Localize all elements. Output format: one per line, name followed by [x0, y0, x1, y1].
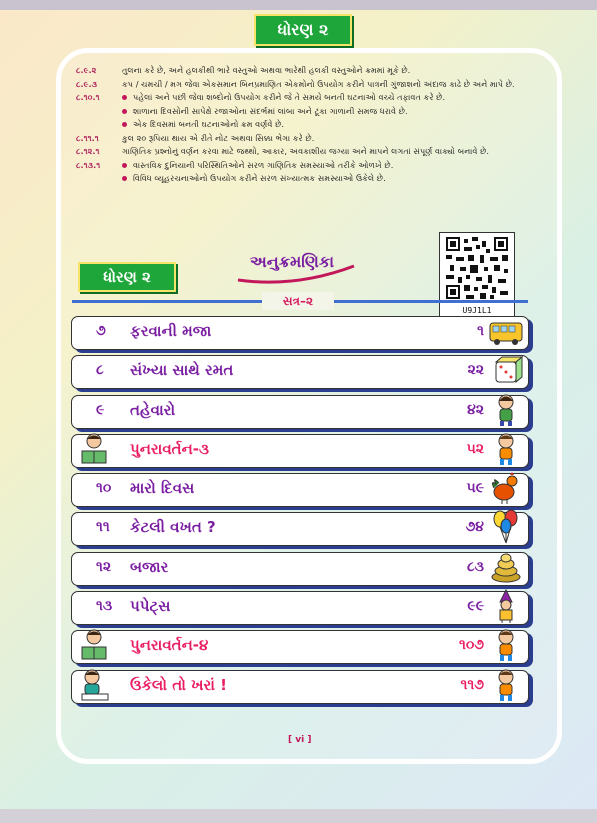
outcome-code: ૮.૧૦.૧	[76, 92, 100, 102]
chapter-page: ૧	[477, 323, 484, 339]
bullet-icon	[122, 163, 127, 168]
outcome-text: એક દિવસમાં બનતી ઘટનાઓનો ક્રમ વર્ણવે છે.	[133, 119, 285, 129]
chapter-number: ૧૦	[96, 480, 112, 497]
chapter-number: ૭	[96, 323, 106, 339]
outcome-row	[76, 172, 542, 186]
bullet-icon	[122, 122, 127, 127]
boy-icon	[488, 667, 524, 703]
chapter-title: પપેટ્સ	[130, 597, 171, 616]
chapter-row[interactable]	[71, 473, 529, 507]
chapter-row[interactable]	[71, 512, 529, 546]
index-title: અનુક્રમણિકા	[249, 252, 335, 271]
outcome-code: ૮.૧૩.૧	[76, 159, 101, 170]
chapter-title: મારો દિવસ	[130, 479, 195, 498]
chapter-page: ૨૨	[467, 362, 484, 379]
puppet-icon	[488, 588, 524, 624]
outcome-code: ૮.૧૧.૧	[76, 132, 99, 143]
standard-heading-top: ધોરણ ૨	[254, 14, 352, 46]
boy-icon	[488, 627, 524, 663]
chapter-row[interactable]	[71, 670, 529, 704]
chapter-title: ઉકેલો તો ખરાં !	[130, 675, 227, 694]
learning-outcomes	[76, 64, 542, 186]
chapter-number: ૧૨	[96, 558, 112, 575]
outcome-text: કપ / ચમચી / મગ જેવા એકસમાન બિનપ્રમાણિત એકમોનો ઉપયોગ કરીને પાત્રની ગુંજાશનો અંદાજ કાઢે છે અને માપે છે.	[122, 78, 515, 89]
boy-icon	[488, 431, 524, 467]
rooster-icon	[488, 470, 524, 506]
outcome-row	[76, 159, 542, 173]
chapter-page: ૯૯	[467, 598, 484, 615]
chapter-title: પુનરાવર્તન-૪	[130, 636, 209, 655]
chapter-page: ૭૪	[465, 519, 484, 536]
chapter-row[interactable]	[71, 434, 529, 468]
chapter-title: ફરવાની મજા	[130, 322, 212, 340]
chapter-row[interactable]	[71, 395, 529, 429]
outcome-code	[76, 105, 122, 119]
chapter-row[interactable]	[71, 591, 529, 625]
reading-child-icon	[76, 431, 112, 467]
outcome-code: ૮.૯.૨	[76, 65, 97, 75]
outcome-text: કુલ ૨૦ રૂપિયા થાય એ રીતે નોટ અથવા સિક્કા ભેગા કરે છે.	[122, 132, 315, 143]
chapter-page: ૧૦૭	[458, 637, 484, 654]
bullet-icon	[122, 109, 127, 114]
chapter-number: ૧૧	[96, 519, 110, 536]
chapter-list	[71, 316, 529, 709]
session-label: સત્ર–૨	[262, 292, 334, 310]
dice-icon	[488, 352, 524, 388]
chapter-number: ૧૩	[96, 598, 113, 615]
outcome-text: વાસ્તવિક દુનિયાની પરિસ્થિતિઓને સરળ ગાણિતિક સમસ્યાઓ તરીકે ઓળખે છે.	[133, 159, 394, 170]
chapter-page: ૪૨	[467, 401, 484, 418]
outcome-row	[76, 145, 542, 159]
outcome-row	[76, 64, 542, 78]
reading-child-icon	[76, 627, 112, 663]
outcome-row	[76, 91, 542, 105]
writing-child-icon	[76, 667, 112, 703]
chapter-page: ૫૨	[466, 440, 484, 457]
chapter-page: ૮૩	[466, 558, 484, 575]
outcome-text: વિવિધ વ્યૂહરચનાઓનો ઉપયોગ કરીને સરળ સંખ્યાત્મક સમસ્યાઓ ઉકેલે છે.	[133, 173, 386, 183]
chapter-row[interactable]	[71, 630, 529, 664]
outcome-row	[76, 118, 542, 132]
coins-icon	[488, 549, 524, 585]
chapter-title: સંખ્યા સાથે રમત	[130, 361, 234, 380]
outcome-row	[76, 78, 542, 92]
outcome-text: પહેલાં અને પછી જેવા શબ્દોનો ઉપયોગ કરીને જે તે સમયે બનતી ઘટનાઓ વચ્ચે તફાવત કરે છે.	[133, 92, 446, 102]
chapter-title: બજાર	[130, 557, 169, 576]
balloons-icon	[488, 509, 524, 545]
bus-icon	[488, 313, 524, 349]
girl-icon	[488, 392, 524, 428]
outcome-text: ગાણિતિક પ્રશ્નોનું વર્ણન કરવા માટે જથ્થો, આકાર, અવકાશીય જગ્યા અને માપને લગતાં સંપૂર્ણ વાક્યો બનાવે છે.	[122, 146, 490, 156]
chapter-row[interactable]	[71, 355, 529, 389]
outcome-text: તુલના કરે છે, અને હલકીથી ભારે વસ્તુઓ અથવા ભારેથી હલકી વસ્તુઓને ક્રમમાં મૂકે છે.	[122, 65, 411, 75]
outcome-code: ૮.૯.૩	[76, 78, 98, 89]
outcome-row	[76, 105, 542, 119]
chapter-title: કેટલી વખત ?	[130, 518, 216, 537]
outcome-code	[76, 172, 122, 186]
chapter-row[interactable]	[71, 316, 529, 350]
chapter-page: ૧૧૭	[460, 676, 484, 693]
chapter-title: પુનરાવર્તન-૩	[130, 439, 210, 458]
chapter-title: તહેવારો	[130, 400, 176, 419]
qr-code-icon	[446, 237, 508, 299]
page-number: [ vi ]	[288, 735, 312, 745]
chapter-number: ૯	[96, 401, 105, 418]
chapter-page: ૫૯	[466, 480, 484, 497]
top-band	[0, 0, 597, 10]
bullet-icon	[122, 95, 127, 100]
bullet-icon	[122, 176, 127, 181]
outcome-row	[76, 132, 542, 146]
chapter-row[interactable]	[71, 552, 529, 586]
outcome-text: શાળાના દિવસોની સાપેક્ષે રજાઓના સંદર્ભમાં લાંબા અને ટૂંકા ગાળાની સમજ ધરાવે છે.	[133, 105, 408, 116]
bottom-band	[0, 809, 597, 823]
chapter-number: ૮	[96, 362, 104, 379]
qr-code[interactable]	[439, 232, 515, 318]
outcome-code: ૮.૧૨.૧	[76, 146, 100, 156]
outcome-code	[76, 118, 122, 132]
qr-code-label: U9J1L1	[462, 306, 492, 315]
standard-heading-left: ધોરણ ૨	[78, 262, 176, 292]
